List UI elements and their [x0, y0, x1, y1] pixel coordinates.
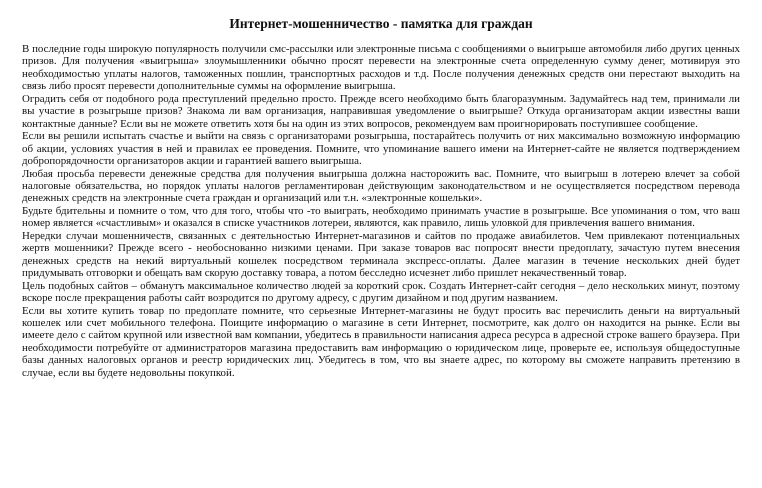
paragraph: Любая просьба перевести денежные средства для получения выигрыша должна насторожить вас. Помните, что выигрыш в лотерею влечет за собой налоговые обязательства, но порядок уплаты налогов регламентирован действующим законодательством и не осуществляется посредством перевода денежных средств на электронные счета граждан и организаций или т.н. «электронные кошельки». [22, 167, 740, 205]
paragraph: Нередки случаи мошенничеств, связанных с деятельностью Интернет-магазинов и сайтов по продаже авиабилетов. Чем привлекают потенциальных жертв мошенники? Прежде всего - необоснованно низкими ценами. При заказе товаров вас попросят внести предоплату, зачастую путем внесения денежных средств на некий виртуальный кошелек посредством терминала экспресс-оплаты. Далее магазин в течение нескольких дней будет придумывать отговорки и обещать вам скорую доставку товара, а потом бесследно исчезнет либо пришлет некачественный товар. [22, 229, 740, 280]
paragraph: Оградить себя от подобного рода преступлений предельно просто. Прежде всего необходимо быть благоразумным. Задумайтесь над тем, принимали ли вы участие в розыгрыше призов? Знакома ли вам организация, направившая уведомление о выигрыше? Откуда организаторам акции известны ваши контактные данные? Если вы не можете ответить хотя бы на один из этих вопросов, рекомендуем вам проигнорировать поступившее сообщение. [22, 92, 740, 130]
paragraph: Если вы хотите купить товар по предоплате помните, что серьезные Интернет-магазины не будут просить вас перечислить деньги на виртуальный кошелек или счет мобильного телефона. Поищите информацию о магазине в сети Интернет, посмотрите, как долго он находится на рынке. Если вы имеете дело с сайтом крупной или известной вам компании, убедитесь в правильности написания адреса ресурса в адресной строке вашего браузера. При необходимости потребуйте от администраторов магазина предоставить вам информацию о юридическом лице, проверьте ее, используя общедоступные базы данных налоговых органов и реестр юридических лиц. Убедитесь в том, что вы знаете адрес, по которому вы сможете направить претензию в случае, если вы будете недовольны покупкой. [22, 304, 740, 379]
paragraph: Цель подобных сайтов – обманутъ максимальное количество людей за короткий срок. Создать Интернет-сайт сегодня – дело нескольких минут, поэтому вскоре после прекращения работы сайт возродится по другому адресу, с другим дизайном и под другим названием. [22, 279, 740, 305]
paragraph: Будьте бдительны и помните о том, что для того, чтобы что -то выиграть, необходимо принимать участие в розыгрыше. Все упоминания о том, что ваш номер является «счастливым» и оказался в списке участников лотереи, являются, как правило, лишь уловкой для привлечения вашего внимания. [22, 204, 740, 230]
document-title: Интернет-мошенничество - памятка для граждан [229, 16, 533, 31]
paragraph: Если вы решили испытать счастье и выйти на связь с организаторами розыгрыша, постарайтесь получить от них максимально возможную информацию об акции, условиях участия в ней и правилах ее проведения. Помните, что упоминание вашего имени на Интернет-сайте не является подтверждением добропорядочности организаторов акции и гарантией вашего выигрыша. [22, 130, 740, 168]
document-body [22, 43, 740, 379]
paragraph: В последние годы широкую популярность получили смс-рассылки или электронные письма с сообщениями о выигрыше автомобиля либо других ценных призов. Для получения «выигрыша» злоумышленники обычно просят перевести на электронные счета определенную сумму денег, мотивируя это необходимостью уплаты налогов, таможенных пошлин, транспортных расходов и т.д. После получения денежных средств они перестают выходить на связь либо просят перевести дополнительные суммы на оформление выигрыша. [22, 43, 740, 93]
